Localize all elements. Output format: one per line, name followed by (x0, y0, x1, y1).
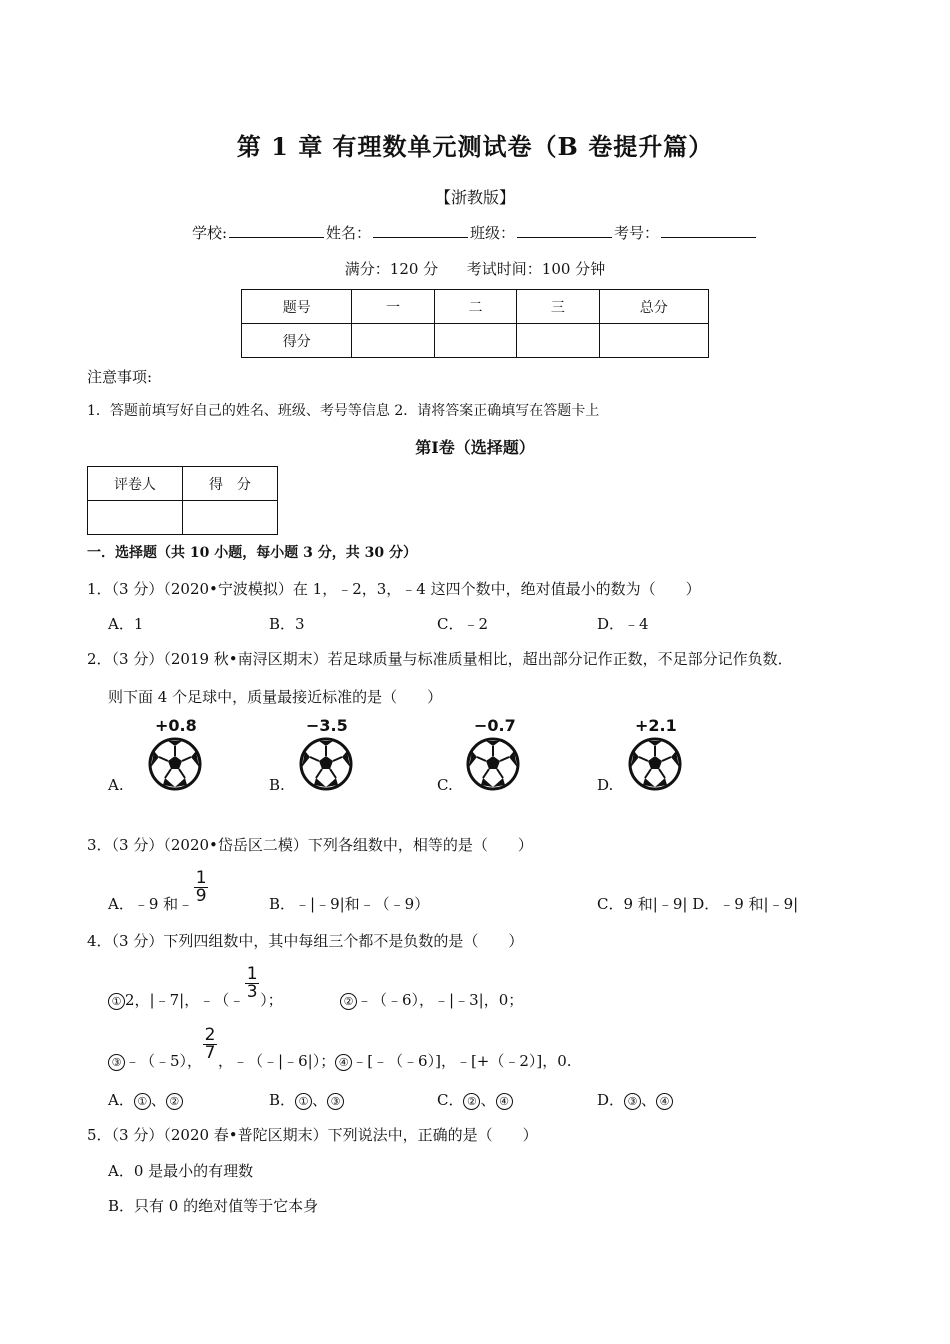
name-label: 姓名： (326, 224, 372, 242)
fraction (202, 1025, 218, 1066)
q3-option-a-text: A．﹣9 和﹣ (108, 895, 194, 913)
fraction (193, 868, 209, 909)
fraction-denominator: 9 (195, 886, 207, 906)
q4-group-3-text: ﹣（﹣5）， (125, 1052, 203, 1070)
circled-number: ① (295, 1093, 312, 1110)
school-field[interactable] (229, 223, 324, 238)
circled-number: ② (166, 1093, 183, 1110)
name-field[interactable] (373, 223, 468, 238)
circled-number: ③ (624, 1093, 641, 1110)
score-header-cell: 三 (517, 290, 599, 324)
q1-option-c[interactable]: C．﹣2 (437, 615, 489, 633)
school-label: 学校: (191, 224, 227, 242)
option-label: B． (269, 1091, 296, 1109)
circled-number: ② (340, 993, 357, 1010)
fraction (244, 964, 260, 1005)
score-cell[interactable] (352, 324, 434, 358)
grader-cell[interactable] (182, 501, 277, 535)
q5-option-a[interactable]: A．0 是最小的有理数 (108, 1162, 254, 1180)
ball-label-b: −3.5 (306, 716, 348, 735)
ball-label-a: +0.8 (155, 716, 197, 735)
class-label: 班级： (470, 224, 516, 242)
q4-option-d[interactable] (597, 1089, 673, 1110)
soccer-ball-icon (466, 737, 520, 791)
circled-number: ② (463, 1093, 480, 1110)
info-fields (0, 222, 950, 243)
q4-group-3-mid: ，﹣（﹣|﹣6|）； (218, 1052, 336, 1070)
question-5-stem: 5．（3 分）（2020 春•普陀区期末）下列说法中，正确的是（ ） (87, 1126, 538, 1144)
circled-number: ③ (327, 1093, 344, 1110)
q4-option-b[interactable] (269, 1089, 344, 1110)
question-2-stem-1: 2．（3 分）（2019 秋•南浔区期末）若足球质量与标准质量相比，超出部分记作正数，不足部分记作负数． (87, 650, 793, 668)
question-1-stem: 1．（3 分）（2020•宁波模拟）在 1，﹣2，3，﹣4 这四个数中，绝对值最小的数为（ ） (87, 580, 701, 598)
grader-header-cell: 评卷人 (88, 467, 183, 501)
ball-label-d: +2.1 (635, 716, 677, 735)
q3-option-b[interactable]: B．﹣|﹣9|和﹣（﹣9） (269, 895, 430, 913)
q4-group-3 (108, 1025, 572, 1071)
q4-group-2 (340, 989, 523, 1010)
q5-option-b[interactable]: B．只有 0 的绝对值等于它本身 (108, 1197, 319, 1215)
notes-heading: 注意事项: (87, 368, 153, 386)
q1-option-d[interactable]: D．﹣4 (597, 615, 649, 633)
q1-option-b[interactable]: B．3 (269, 615, 305, 633)
separator: 、 (480, 1091, 496, 1109)
fraction-numerator: 1 (246, 964, 258, 984)
q4-group-4-text: ﹣[﹣（﹣6）]，﹣[+（﹣2）]，0. (352, 1052, 572, 1070)
score-cell[interactable] (434, 324, 516, 358)
q4-option-a[interactable] (108, 1089, 183, 1110)
grader-cell[interactable] (88, 501, 183, 535)
option-label: D． (597, 1091, 625, 1109)
notes-text: 1．答题前填写好自己的姓名、班级、考号等信息 2．请将答案正确填写在答题卡上 (87, 403, 600, 419)
q1-option-a[interactable]: A．1 (108, 615, 144, 633)
section-title: 一．选择题（共 10 小题，每小题 3 分，共 30 分） (87, 545, 417, 561)
q4-group-1 (108, 964, 283, 1010)
option-label: C． (437, 1091, 464, 1109)
score-header-cell: 一 (352, 290, 434, 324)
page-title: 第 1 章 有理数单元测试卷（B 卷提升篇） (236, 132, 714, 161)
q3-option-cd[interactable]: C．9 和|﹣9| D．﹣9 和|﹣9| (597, 895, 799, 913)
ball-label-c: −0.7 (474, 716, 516, 735)
separator: 、 (312, 1091, 328, 1109)
circled-number: ④ (656, 1093, 673, 1110)
separator: 、 (641, 1091, 657, 1109)
q4-group-2-text: ﹣（﹣6），﹣|﹣3|，0； (357, 991, 524, 1009)
score-header-cell: 二 (434, 290, 516, 324)
question-3-stem: 3．（3 分）（2020•岱岳区二模）下列各组数中，相等的是（ ） (87, 836, 533, 854)
circled-number: ④ (335, 1054, 352, 1071)
grader-table (87, 466, 278, 535)
q2-option-d[interactable]: D. (597, 776, 614, 794)
fraction-denominator: 3 (246, 982, 258, 1002)
part1-title: 第Ⅰ卷（选择题） (415, 438, 535, 457)
fraction-denominator: 7 (204, 1043, 216, 1063)
question-4-stem: 4．（3 分）下列四组数中，其中每组三个都不是负数的是（ ） (87, 932, 524, 950)
circled-number: ③ (108, 1054, 125, 1071)
exam-no-field[interactable] (661, 223, 756, 238)
score-table (241, 289, 709, 358)
score-header-cell: 题号 (242, 290, 352, 324)
soccer-ball-icon (299, 737, 353, 791)
q2-option-c[interactable]: C. (437, 776, 453, 794)
soccer-ball-icon (148, 737, 202, 791)
exam-meta: 满分：120 分 考试时间：100 分钟 (344, 260, 606, 278)
separator: 、 (150, 1091, 166, 1109)
circled-number: ① (108, 993, 125, 1010)
q2-option-b[interactable]: B. (269, 776, 285, 794)
question-2-stem-2: 则下面 4 个足球中，质量最接近标准的是（ ） (108, 688, 443, 706)
score-header-cell: 总分 (599, 290, 709, 324)
grader-header-cell: 得 分 (182, 467, 277, 501)
circled-number: ④ (496, 1093, 513, 1110)
fraction-numerator: 1 (195, 868, 207, 888)
score-cell[interactable] (599, 324, 709, 358)
option-label: A． (108, 1091, 134, 1109)
edition-label: 【浙教版】 (434, 188, 515, 207)
class-field[interactable] (517, 223, 612, 238)
circled-number: ① (134, 1093, 151, 1110)
q4-option-c[interactable] (437, 1089, 513, 1110)
score-row-label: 得分 (242, 324, 352, 358)
q4-group-1-text: 2，|﹣7|，﹣（﹣ (125, 991, 245, 1009)
q4-group-1-end: ）； (260, 991, 283, 1009)
q2-option-a[interactable]: A. (108, 776, 124, 794)
score-cell[interactable] (517, 324, 599, 358)
soccer-ball-icon (628, 737, 682, 791)
q3-option-a[interactable] (108, 868, 209, 914)
exam-no-label: 考号： (614, 224, 660, 242)
fraction-numerator: 2 (204, 1025, 216, 1045)
